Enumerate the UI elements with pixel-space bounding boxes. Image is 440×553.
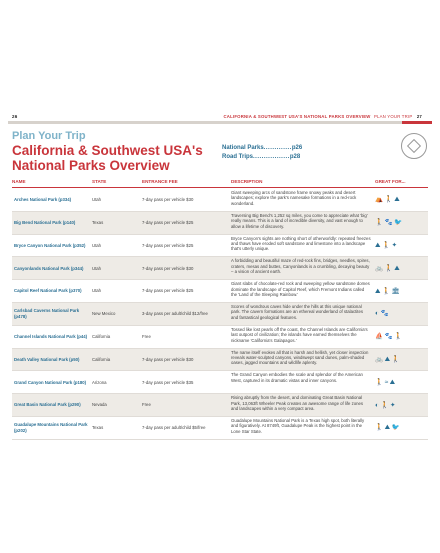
wildlife-icon: 🐾 <box>384 219 393 227</box>
park-description: Guadalupe Mountains National Park is a Texas high spot, both literally and figuratively. At 8749ft, Guadalupe Peak is the highest point in the Lone Star State. <box>231 417 365 434</box>
top-margin <box>0 0 440 108</box>
table-row <box>12 394 428 417</box>
parks-table <box>12 189 428 440</box>
scenery-icon: ⛰ <box>375 287 381 295</box>
table-row <box>12 280 428 303</box>
scenery-icon: ⛰ <box>375 241 381 249</box>
table-row <box>12 189 428 212</box>
table-row <box>12 371 428 394</box>
contents-label: Road Trips <box>222 154 254 160</box>
table-header <box>12 177 428 188</box>
contents-item-national-parks[interactable]: National Parks.............p26 <box>222 145 303 151</box>
birding-icon: 🐦 <box>391 424 400 432</box>
park-state: California <box>92 333 111 339</box>
park-description: Bryce Canyon's sights are nothing short of otherworldly: repeated freezes and thaws have eroded soft sandstone and limestone into a landscape that's utterly unique. <box>231 235 371 252</box>
park-fee: 7-day pass per vehicle $35 <box>142 379 194 385</box>
scenery-icon: ⛰ <box>394 264 400 272</box>
park-name-link[interactable]: Channel Islands National Park (p44) <box>14 333 88 339</box>
hiking-icon: 🚶 <box>381 287 391 295</box>
contents-item-road-trips[interactable]: Road Trips.................p28 <box>222 154 301 160</box>
park-description: Traversing Big Bend's 1,252 sq miles, you come to appreciate what 'big' really means. This is a land of incredible diversity, and vast enough to allow a lifetime of discovery. <box>231 212 368 229</box>
stargazing-icon: ✦ <box>391 241 398 249</box>
park-state: Texas <box>92 219 104 225</box>
header-state: STATE <box>92 179 107 184</box>
stargazing-icon: ✦ <box>390 401 396 409</box>
park-fee: Free <box>142 402 151 408</box>
camping-icon: ⛺ <box>375 196 384 204</box>
table-row <box>12 257 428 280</box>
hiking-icon: 🚶 <box>375 424 384 432</box>
hiking-icon: 🚶 <box>375 378 384 386</box>
hiking-icon: 🚶 <box>384 196 393 204</box>
great-for-icons <box>375 257 427 279</box>
hiking-icon: 🚶 <box>394 333 403 341</box>
caving-icon: ◐ <box>375 401 379 409</box>
page-number-left: 26 <box>12 114 18 119</box>
section-label: Plan Your Trip <box>12 130 86 142</box>
park-state: New Mexico <box>92 311 116 317</box>
park-description: Scores of wondrous caves hide under the hills at this unique national park. The cavern formations are an ethereal wonderland of stalactites and fantastical geological features. <box>231 303 364 320</box>
great-for-icons <box>375 326 427 348</box>
running-head-subsection: PLAN YOUR TRIP <box>373 114 413 119</box>
scenery-icon: ⛰ <box>394 196 400 204</box>
park-state: Utah <box>92 242 102 248</box>
park-state: California <box>92 356 111 362</box>
park-name-link[interactable]: Arches National Park (p334) <box>14 197 72 203</box>
scenery-icon: ⛰ <box>384 355 391 363</box>
park-name-link[interactable]: Big Bend National Park (p140) <box>14 219 76 225</box>
table-row <box>12 349 428 372</box>
great-for-icons <box>375 212 427 234</box>
great-for-icons <box>375 349 427 371</box>
park-state: Utah <box>92 265 102 271</box>
park-description: Giant sweeping arcs of sandstone frame snowy peaks and desert landscapes; explore the park's namesake formations in a red-rock wonderland. <box>231 190 357 206</box>
header-rule <box>8 121 432 124</box>
park-state: Nevada <box>92 402 107 408</box>
park-name-link[interactable]: Bryce Canyon National Park (p352) <box>14 242 86 248</box>
table-row <box>12 417 428 440</box>
compass-badge-icon <box>401 133 427 159</box>
park-name-link[interactable]: Death Valley National Park (p50) <box>14 356 80 362</box>
park-name-link[interactable]: Great Basin National Park (p290) <box>14 402 81 408</box>
rafting-icon: ≈ <box>384 378 389 386</box>
great-for-icons <box>375 235 427 257</box>
park-state: Utah <box>92 197 102 203</box>
great-for-icons <box>375 303 427 325</box>
caving-icon: ◐ <box>375 310 379 318</box>
hiking-icon: 🚶 <box>375 219 384 227</box>
page-title: California & Southwest USA's National Parks Overview <box>12 143 203 173</box>
table-row <box>12 212 428 235</box>
wildlife-icon: 🐾 <box>380 310 389 318</box>
park-state: Utah <box>92 288 102 294</box>
cycling-icon: 🚲 <box>375 264 384 272</box>
park-name-link[interactable]: Canyonlands National Park (p344) <box>14 265 84 271</box>
great-for-icons <box>375 280 427 302</box>
park-fee: 7-day pass per vehicle $30 <box>142 265 194 271</box>
table-row <box>12 326 428 349</box>
birding-icon: 🐦 <box>394 219 403 227</box>
page-number-right: 27 <box>416 114 422 119</box>
park-fee: 3-day pass per adult/child $12/free <box>142 311 208 317</box>
park-fee: 7-day pass per adult/child $5/free <box>142 425 206 431</box>
park-fee: 7-day pass per vehicle $30 <box>142 197 194 203</box>
park-state: Arizona <box>92 379 107 385</box>
kayaking-icon: ⛵ <box>375 333 384 341</box>
history-icon: 🏛 <box>391 287 400 295</box>
park-name-link[interactable]: Capitol Reef National Park (p370) <box>14 288 82 294</box>
park-description: A forbidding and beautiful maze of red-rock fins, bridges, needles, spires, craters, mesas and buttes, Canyonlands is a crumbling, decaying beauty – a vision of ancient earth. <box>231 258 370 275</box>
running-head-section: CALIFORNIA & SOUTHWEST USA'S NATIONAL PARKS OVERVIEW <box>223 114 371 119</box>
park-name-link[interactable]: Carlsbad Caverns National Park (p478) <box>14 308 80 319</box>
hiking-icon: 🚶 <box>380 401 389 409</box>
scenery-icon: ⛰ <box>384 424 391 432</box>
book-spread <box>8 112 432 452</box>
contents-label: National Parks <box>222 145 264 151</box>
great-for-icons <box>375 417 427 439</box>
park-description: Rising abruptly from the desert, and dominating Great Basin National Park, 13,063ft Wheeler Peak creates an awesome range of life zones and landscapes within a very compact area. <box>231 395 364 411</box>
park-fee: 7-day pass per vehicle $25 <box>142 219 194 225</box>
park-state: Texas <box>92 425 104 431</box>
park-fee: 7-day pass per vehicle $25 <box>142 288 194 294</box>
header-rule-accent <box>402 121 432 124</box>
scenery-icon: ⛰ <box>389 378 396 386</box>
park-description: Giant slabs of chocolate-red rock and sweeping yellow sandstone domes dominate the landscape of Capitol Reef, which Fremont Indians called the 'Land of the Sleeping Rainbow.' <box>231 281 370 297</box>
great-for-icons <box>375 394 427 416</box>
contents-box <box>222 144 302 162</box>
park-fee: 7-day pass per vehicle $30 <box>142 356 194 362</box>
header-name: NAME <box>12 179 26 184</box>
park-name-link[interactable]: Grand Canyon National Park (p180) <box>14 379 87 385</box>
hiking-icon: 🚶 <box>391 355 400 363</box>
park-fee: 7-day pass per vehicle $25 <box>142 242 194 248</box>
park-description: The name itself evokes all that is harsh and hellish, yet closer inspection reveals water-sculpted canyons, windswept sand dunes, palm-shaded oases, jagged mountains and wildlife aplenty. <box>231 349 369 366</box>
header-description: DESCRIPTION <box>231 179 263 184</box>
header-great-for: GREAT FOR... <box>375 179 406 184</box>
hiking-icon: 🚶 <box>381 241 391 249</box>
great-for-icons <box>375 371 427 393</box>
bottom-margin <box>0 452 440 553</box>
table-row <box>12 303 428 326</box>
contents-page: p28 <box>289 154 301 160</box>
park-fee: Free <box>142 333 151 339</box>
park-description: The Grand Canyon embodies the scale and splendor of the American West, captured in its dramatic vistas and inner canyons. <box>231 372 363 383</box>
great-for-icons <box>375 189 427 211</box>
running-head-right <box>224 114 423 119</box>
park-description: Tossed like lost pearls off the coast, the Channel Islands are California's last outpost of civilization; the islands have earned themselves the nickname 'California's Galapagos.' <box>231 326 368 343</box>
table-row <box>12 235 428 258</box>
cycling-icon: 🚲 <box>375 355 384 363</box>
wildlife-icon: 🐾 <box>384 333 393 341</box>
header-fee: ENTRANCE FEE <box>142 179 178 184</box>
contents-page: p26 <box>291 145 303 151</box>
hiking-icon: 🚶 <box>384 264 393 272</box>
park-name-link[interactable]: Guadalupe Mountains National Park (p202) <box>14 422 88 433</box>
